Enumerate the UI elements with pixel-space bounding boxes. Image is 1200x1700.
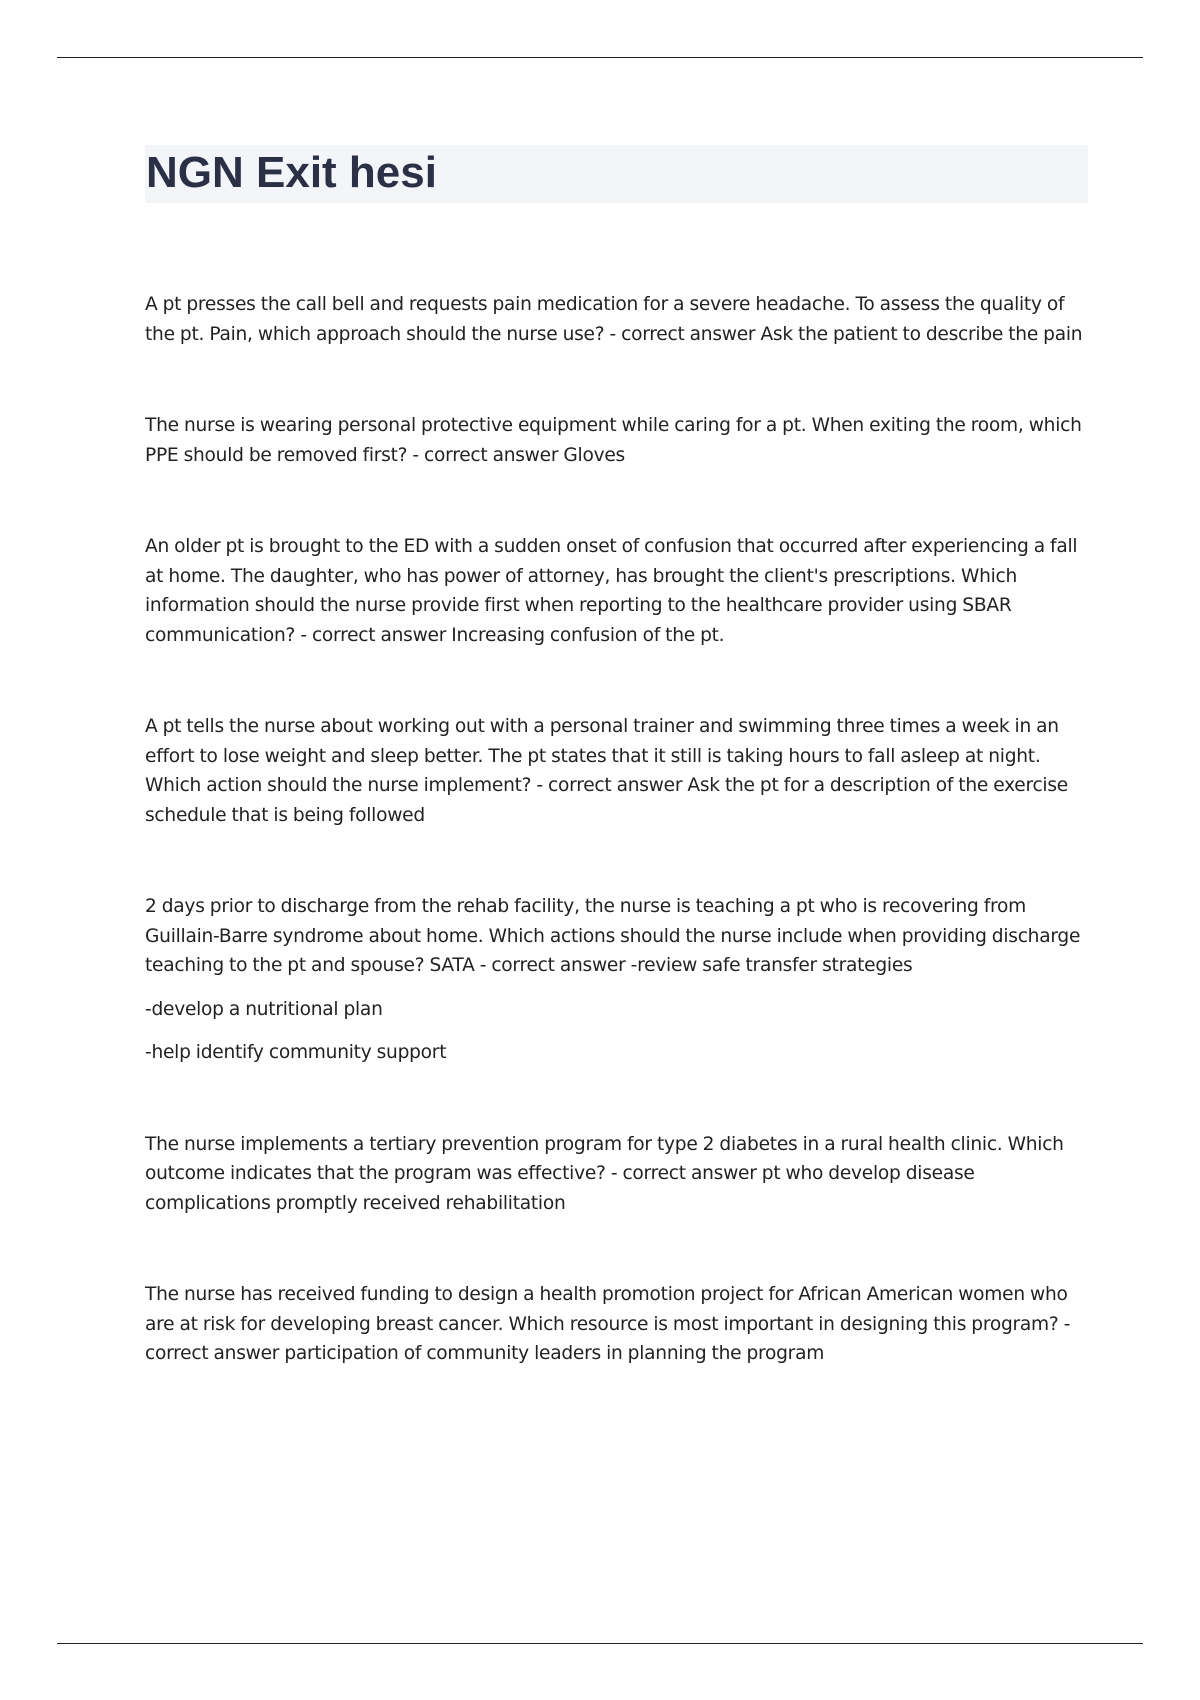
qa-extra-line: -develop a nutritional plan [145, 998, 383, 1020]
qa-item [145, 712, 1090, 830]
qa-text: A pt tells the nurse about working out with a personal trainer and swimming three times a week in an effort to lose weight and sleep better. The pt states that it still is taking hours to fall asleep at night. Which action should the nurse implement? - correct answer Ask the pt for a description of the exercise schedule that is being followed [145, 716, 1068, 826]
qa-text: The nurse has received funding to design a health promotion project for African American women who are at risk for developing breast cancer. Which resource is most important in designing this program? - correct answer participation of community leaders in planning the program [145, 1284, 1071, 1364]
bottom-rule [57, 1643, 1143, 1644]
qa-item [145, 1130, 1090, 1219]
qa-text: The nurse is wearing personal protective equipment while caring for a pt. When exiting the room, which PPE should be removed first? - correct answer Gloves [145, 415, 1082, 466]
qa-extra-line: -help identify community support [145, 1042, 447, 1063]
qa-text: The nurse implements a tertiary prevention program for type 2 diabetes in a rural health clinic. Which outcome indicates that the program was effective? - correct answer pt who develop disease complications promptly received rehabilitation [145, 1133, 1064, 1214]
qa-item [145, 290, 1090, 349]
qa-list [145, 290, 1090, 1431]
qa-item [145, 892, 1090, 1068]
qa-text: A pt presses the call bell and requests pain medication for a severe headache. To assess the quality of the pt. Pain, which approach should the nurse use? - correct answer Ask the patient to describe the pain [145, 294, 1083, 345]
qa-text: An older pt is brought to the ED with a sudden onset of confusion that occurred after experiencing a fall at home. The daughter, who has power of attorney, has brought the client's prescriptions. Which information should the nurse provide first when reporting to the healthcare provider using SBAR communication? - correct answer Increasing confusion of the pt. [145, 536, 1078, 646]
page-title: NGN Exit hesi [146, 148, 437, 197]
qa-item [145, 532, 1090, 650]
qa-text: 2 days prior to discharge from the rehab facility, the nurse is teaching a pt who is recovering from Guillain-Barre syndrome about home. Which actions should the nurse include when providing discharge teaching to the pt and spouse? SATA - correct answer -review safe transfer strategies [145, 896, 1081, 976]
qa-item [145, 1280, 1090, 1369]
top-rule [57, 57, 1143, 58]
qa-item [145, 411, 1090, 470]
